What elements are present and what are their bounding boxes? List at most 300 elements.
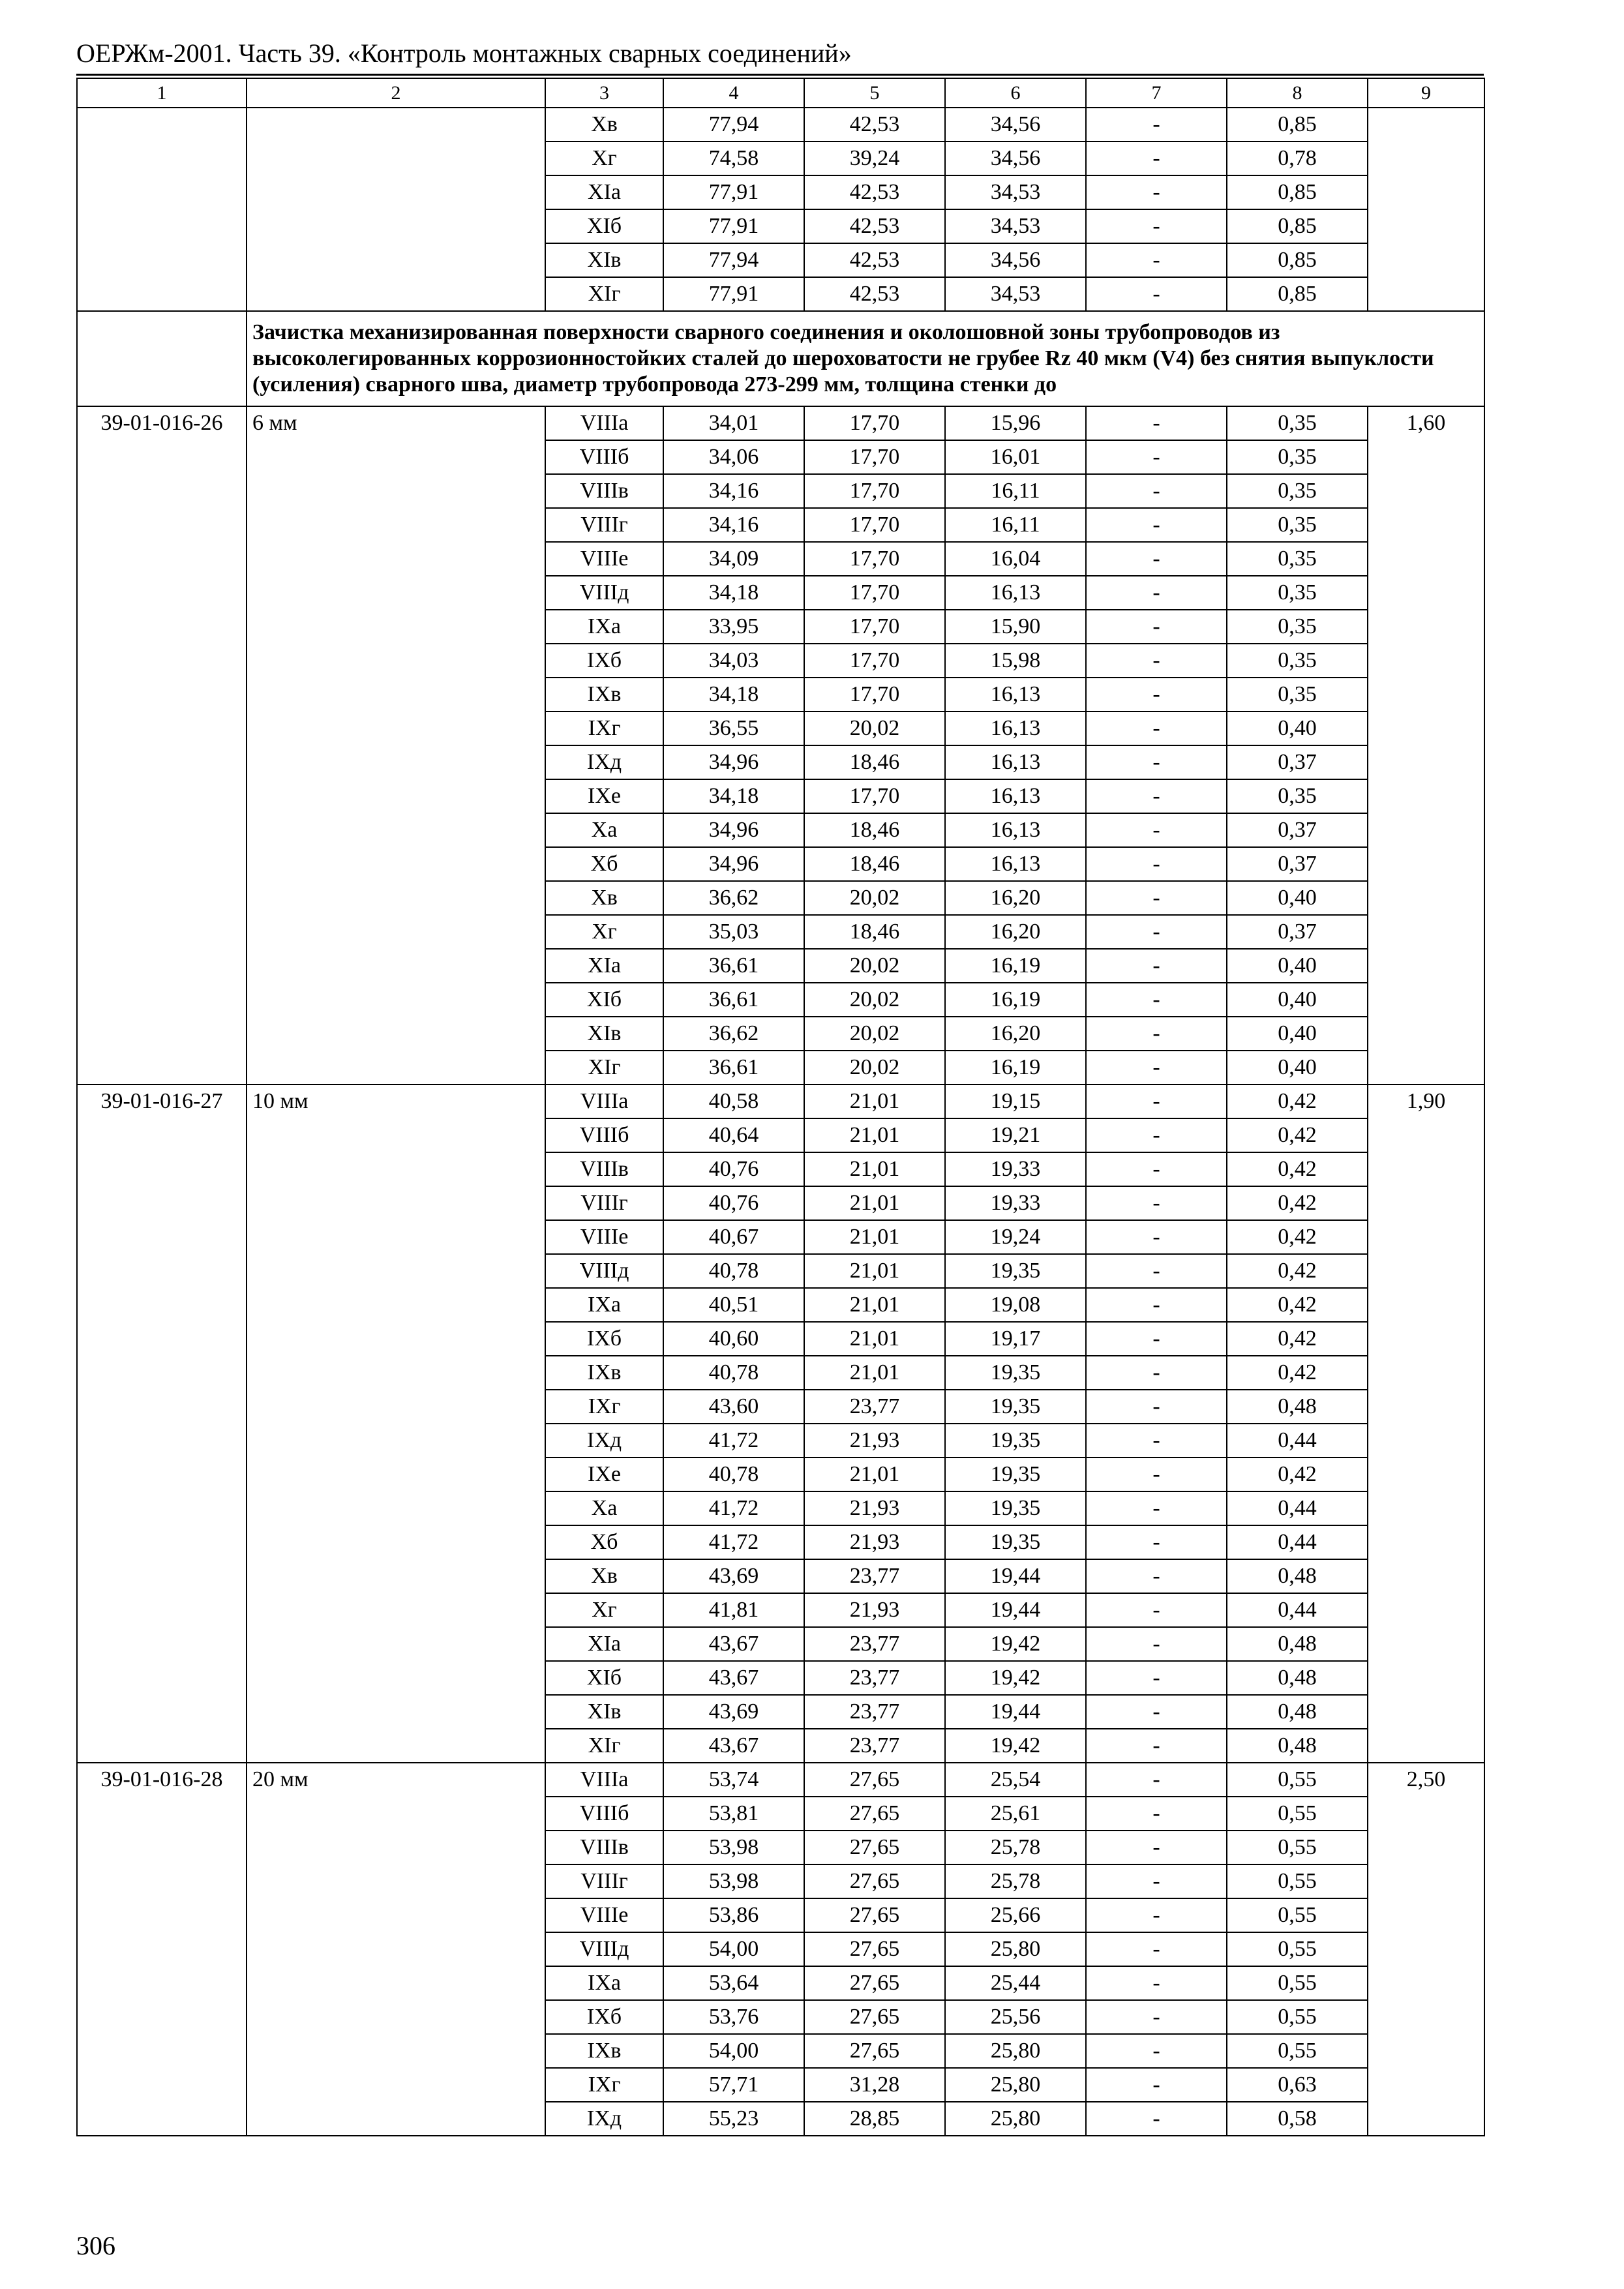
- column-number-9: 9: [1368, 78, 1484, 108]
- cell-col8: 0,55: [1227, 1898, 1368, 1932]
- cell-col5: 17,70: [804, 678, 945, 711]
- cell-col7: -: [1086, 142, 1227, 175]
- cell-col8: 0,55: [1227, 1797, 1368, 1831]
- cell-col5: 18,46: [804, 745, 945, 779]
- cell-col6: 25,54: [945, 1763, 1086, 1797]
- column-number-8: 8: [1227, 78, 1368, 108]
- cell-col5: 27,65: [804, 1932, 945, 1966]
- cell-col8: 0,42: [1227, 1152, 1368, 1186]
- cell-col6: 16,13: [945, 576, 1086, 610]
- cell-col8: 0,35: [1227, 610, 1368, 644]
- cell-col4: 43,60: [663, 1390, 804, 1424]
- section-title: Зачистка механизированная поверхности сварного соединения и околошовной зоны трубопроводов из высоколегированных коррозионностойких сталей до шероховатости не грубее Rz 40 мкм (V4) без снятия выпуклости (усиления) сварного шва, диаметр трубопровода 273-299 мм, толщина стенки до: [247, 311, 1484, 406]
- cell-col6: 16,11: [945, 508, 1086, 542]
- cell-col6: 34,56: [945, 142, 1086, 175]
- cell-col3: VIIIа: [545, 1763, 663, 1797]
- table-body: [77, 78, 1484, 2136]
- cell-col4: 43,67: [663, 1627, 804, 1661]
- cell-col5: 21,01: [804, 1186, 945, 1220]
- cell-col8: 0,42: [1227, 1356, 1368, 1390]
- cell-col8: 0,58: [1227, 2102, 1368, 2136]
- cell-col3: Xв: [545, 1559, 663, 1593]
- cell-col7: -: [1086, 1593, 1227, 1627]
- cell-col6: 16,13: [945, 711, 1086, 745]
- cell-col8: 0,42: [1227, 1458, 1368, 1491]
- cell-col4: 40,76: [663, 1152, 804, 1186]
- cell-col8: 0,48: [1227, 1627, 1368, 1661]
- cell-col7: -: [1086, 1661, 1227, 1695]
- cell-col8: 0,40: [1227, 949, 1368, 983]
- cell-col4: 34,16: [663, 508, 804, 542]
- cell-col6: 16,20: [945, 915, 1086, 949]
- cell-col4: 34,18: [663, 678, 804, 711]
- cell-col3: IXг: [545, 711, 663, 745]
- cell-col6: 25,56: [945, 2000, 1086, 2034]
- cell-col5: 17,70: [804, 576, 945, 610]
- cell-col6: 16,19: [945, 1051, 1086, 1085]
- cell-col7: -: [1086, 1288, 1227, 1322]
- cell-col5: 21,93: [804, 1525, 945, 1559]
- cell-col3: VIIIе: [545, 1220, 663, 1254]
- cell-col6: 19,24: [945, 1220, 1086, 1254]
- cell-col8: 0,35: [1227, 644, 1368, 678]
- cell-col6: 19,35: [945, 1525, 1086, 1559]
- cell-col8: 0,48: [1227, 1729, 1368, 1763]
- cell-col8: 0,42: [1227, 1288, 1368, 1322]
- cell-col5: 21,01: [804, 1322, 945, 1356]
- cell-col4: 34,96: [663, 847, 804, 881]
- column-number-3: 3: [545, 78, 663, 108]
- cell-col7: -: [1086, 847, 1227, 881]
- cell-col6: 16,13: [945, 813, 1086, 847]
- cell-col6: 19,35: [945, 1491, 1086, 1525]
- cell-col3: VIIIв: [545, 1152, 663, 1186]
- cell-col5: 31,28: [804, 2068, 945, 2102]
- cell-col4: 33,95: [663, 610, 804, 644]
- cell-col7: -: [1086, 508, 1227, 542]
- cell-col8: 0,35: [1227, 678, 1368, 711]
- cell-col6: 34,56: [945, 243, 1086, 277]
- cell-col5: 23,77: [804, 1729, 945, 1763]
- column-number-1: 1: [77, 78, 247, 108]
- cell-col7: -: [1086, 1322, 1227, 1356]
- cell-col5: 21,01: [804, 1288, 945, 1322]
- cell-col3: XIв: [545, 1017, 663, 1051]
- cell-col5: 21,01: [804, 1085, 945, 1118]
- cell-col6: 34,53: [945, 277, 1086, 311]
- cell-col4: 40,64: [663, 1118, 804, 1152]
- cell-col7: -: [1086, 1254, 1227, 1288]
- cell-col4: 34,16: [663, 474, 804, 508]
- table-row: [77, 1085, 1484, 1118]
- carryover-code-cell: [77, 108, 247, 311]
- cell-col6: 19,35: [945, 1424, 1086, 1458]
- rates-table: [76, 78, 1485, 2136]
- cell-col5: 20,02: [804, 881, 945, 915]
- cell-col4: 40,67: [663, 1220, 804, 1254]
- cell-col3: IXг: [545, 1390, 663, 1424]
- cell-col7: -: [1086, 1559, 1227, 1593]
- cell-col4: 36,61: [663, 949, 804, 983]
- cell-col4: 34,09: [663, 542, 804, 576]
- cell-col8: 0,85: [1227, 108, 1368, 142]
- cell-col7: -: [1086, 1932, 1227, 1966]
- cell-col6: 25,78: [945, 1831, 1086, 1864]
- cell-col7: -: [1086, 779, 1227, 813]
- cell-col5: 27,65: [804, 1966, 945, 2000]
- cell-col6: 15,96: [945, 406, 1086, 440]
- cell-col4: 55,23: [663, 2102, 804, 2136]
- carryover-col9-cell: [1368, 108, 1484, 311]
- cell-col3: IXе: [545, 779, 663, 813]
- cell-col3: IXв: [545, 678, 663, 711]
- cell-col5: 20,02: [804, 1051, 945, 1085]
- cell-col3: VIIIд: [545, 1932, 663, 1966]
- cell-col8: 0,40: [1227, 881, 1368, 915]
- table-row: [77, 108, 1484, 142]
- cell-col3: IXа: [545, 1288, 663, 1322]
- cell-col6: 19,42: [945, 1661, 1086, 1695]
- cell-col4: 36,55: [663, 711, 804, 745]
- cell-col7: -: [1086, 406, 1227, 440]
- cell-col6: 34,53: [945, 209, 1086, 243]
- cell-col6: 19,44: [945, 1695, 1086, 1729]
- cell-col4: 53,98: [663, 1864, 804, 1898]
- cell-col8: 0,35: [1227, 576, 1368, 610]
- cell-col4: 40,76: [663, 1186, 804, 1220]
- cell-col6: 16,19: [945, 983, 1086, 1017]
- cell-col4: 36,61: [663, 1051, 804, 1085]
- cell-col6: 19,15: [945, 1085, 1086, 1118]
- cell-col7: -: [1086, 1458, 1227, 1491]
- cell-col5: 20,02: [804, 711, 945, 745]
- cell-col7: -: [1086, 474, 1227, 508]
- cell-col7: -: [1086, 813, 1227, 847]
- column-number-4: 4: [663, 78, 804, 108]
- page-number: 306: [76, 2231, 115, 2260]
- cell-col7: -: [1086, 1118, 1227, 1152]
- cell-col3: XIв: [545, 1695, 663, 1729]
- cell-col4: 34,96: [663, 813, 804, 847]
- cell-col8: 0,48: [1227, 1661, 1368, 1695]
- cell-col3: VIIIв: [545, 1831, 663, 1864]
- rate-code: 39-01-016-28: [77, 1763, 247, 2136]
- cell-col6: 25,80: [945, 2102, 1086, 2136]
- cell-col5: 42,53: [804, 277, 945, 311]
- cell-col5: 21,93: [804, 1593, 945, 1627]
- cell-col4: 40,78: [663, 1254, 804, 1288]
- cell-col8: 0,35: [1227, 474, 1368, 508]
- cell-col5: 21,01: [804, 1356, 945, 1390]
- cell-col4: 53,64: [663, 1966, 804, 2000]
- cell-col6: 19,35: [945, 1254, 1086, 1288]
- cell-col6: 19,35: [945, 1356, 1086, 1390]
- cell-col8: 0,55: [1227, 2034, 1368, 2068]
- cell-col4: 36,62: [663, 881, 804, 915]
- section-title-spacer: [77, 311, 247, 406]
- cell-col5: 27,65: [804, 1797, 945, 1831]
- cell-col3: VIIIд: [545, 576, 663, 610]
- cell-col3: IXа: [545, 610, 663, 644]
- cell-col5: 23,77: [804, 1390, 945, 1424]
- cell-col5: 17,70: [804, 474, 945, 508]
- rate-col9-value: 2,50: [1368, 1763, 1484, 2136]
- cell-col6: 16,01: [945, 440, 1086, 474]
- cell-col3: XIа: [545, 949, 663, 983]
- cell-col4: 40,78: [663, 1356, 804, 1390]
- cell-col4: 41,72: [663, 1491, 804, 1525]
- cell-col7: -: [1086, 1220, 1227, 1254]
- cell-col7: -: [1086, 2034, 1227, 2068]
- cell-col5: 42,53: [804, 175, 945, 209]
- cell-col7: -: [1086, 1424, 1227, 1458]
- cell-col7: -: [1086, 881, 1227, 915]
- cell-col3: IXб: [545, 644, 663, 678]
- cell-col3: VIIIг: [545, 508, 663, 542]
- cell-col7: -: [1086, 1017, 1227, 1051]
- cell-col5: 20,02: [804, 983, 945, 1017]
- cell-col8: 0,37: [1227, 915, 1368, 949]
- cell-col5: 17,70: [804, 440, 945, 474]
- cell-col3: Xг: [545, 915, 663, 949]
- cell-col8: 0,42: [1227, 1254, 1368, 1288]
- cell-col8: 0,35: [1227, 779, 1368, 813]
- cell-col3: XIг: [545, 1729, 663, 1763]
- cell-col3: XIб: [545, 209, 663, 243]
- cell-col7: -: [1086, 175, 1227, 209]
- cell-col5: 21,93: [804, 1424, 945, 1458]
- page-header-title: ОЕРЖм-2001. Часть 39. «Контроль монтажных сварных соединений»: [76, 38, 852, 68]
- cell-col3: VIIIг: [545, 1864, 663, 1898]
- cell-col3: Xв: [545, 108, 663, 142]
- cell-col7: -: [1086, 1831, 1227, 1864]
- cell-col3: IXе: [545, 1458, 663, 1491]
- cell-col5: 17,70: [804, 779, 945, 813]
- rate-col9-value: 1,60: [1368, 406, 1484, 1085]
- cell-col7: -: [1086, 1763, 1227, 1797]
- cell-col3: Xг: [545, 142, 663, 175]
- cell-col3: Xб: [545, 847, 663, 881]
- cell-col6: 19,33: [945, 1152, 1086, 1186]
- cell-col4: 43,67: [663, 1661, 804, 1695]
- cell-col5: 17,70: [804, 406, 945, 440]
- cell-col4: 53,98: [663, 1831, 804, 1864]
- cell-col5: 27,65: [804, 1864, 945, 1898]
- cell-col3: VIIIв: [545, 474, 663, 508]
- cell-col4: 41,72: [663, 1424, 804, 1458]
- cell-col4: 34,03: [663, 644, 804, 678]
- cell-col8: 0,55: [1227, 1864, 1368, 1898]
- cell-col8: 0,44: [1227, 1593, 1368, 1627]
- cell-col6: 16,20: [945, 881, 1086, 915]
- column-number-5: 5: [804, 78, 945, 108]
- cell-col3: IXг: [545, 2068, 663, 2102]
- cell-col8: 0,35: [1227, 508, 1368, 542]
- cell-col8: 0,37: [1227, 813, 1368, 847]
- cell-col4: 34,18: [663, 576, 804, 610]
- cell-col5: 21,93: [804, 1491, 945, 1525]
- cell-col5: 23,77: [804, 1559, 945, 1593]
- cell-col8: 0,85: [1227, 277, 1368, 311]
- cell-col6: 16,13: [945, 745, 1086, 779]
- cell-col8: 0,42: [1227, 1085, 1368, 1118]
- cell-col7: -: [1086, 983, 1227, 1017]
- cell-col5: 27,65: [804, 1898, 945, 1932]
- cell-col6: 15,90: [945, 610, 1086, 644]
- column-number-7: 7: [1086, 78, 1227, 108]
- cell-col5: 28,85: [804, 2102, 945, 2136]
- cell-col6: 19,08: [945, 1288, 1086, 1322]
- cell-col3: IXв: [545, 1356, 663, 1390]
- cell-col3: Xб: [545, 1525, 663, 1559]
- cell-col6: 25,78: [945, 1864, 1086, 1898]
- cell-col5: 27,65: [804, 1763, 945, 1797]
- cell-col7: -: [1086, 1898, 1227, 1932]
- cell-col5: 18,46: [804, 813, 945, 847]
- cell-col6: 16,19: [945, 949, 1086, 983]
- cell-col8: 0,42: [1227, 1322, 1368, 1356]
- cell-col6: 25,80: [945, 2034, 1086, 2068]
- cell-col3: Xа: [545, 813, 663, 847]
- cell-col4: 35,03: [663, 915, 804, 949]
- cell-col7: -: [1086, 2000, 1227, 2034]
- cell-col4: 40,58: [663, 1085, 804, 1118]
- cell-col4: 34,06: [663, 440, 804, 474]
- cell-col7: -: [1086, 2068, 1227, 2102]
- cell-col4: 77,94: [663, 108, 804, 142]
- cell-col4: 57,71: [663, 2068, 804, 2102]
- cell-col3: XIб: [545, 983, 663, 1017]
- cell-col8: 0,40: [1227, 711, 1368, 745]
- cell-col7: -: [1086, 1729, 1227, 1763]
- cell-col8: 0,42: [1227, 1118, 1368, 1152]
- cell-col8: 0,44: [1227, 1491, 1368, 1525]
- cell-col4: 53,86: [663, 1898, 804, 1932]
- cell-col7: -: [1086, 440, 1227, 474]
- cell-col8: 0,48: [1227, 1390, 1368, 1424]
- cell-col8: 0,40: [1227, 1051, 1368, 1085]
- cell-col7: -: [1086, 915, 1227, 949]
- cell-col8: 0,42: [1227, 1186, 1368, 1220]
- cell-col6: 25,61: [945, 1797, 1086, 1831]
- cell-col6: 16,13: [945, 847, 1086, 881]
- cell-col4: 54,00: [663, 1932, 804, 1966]
- column-number-6: 6: [945, 78, 1086, 108]
- cell-col4: 74,58: [663, 142, 804, 175]
- rate-description: 10 мм: [247, 1085, 545, 1763]
- cell-col6: 16,20: [945, 1017, 1086, 1051]
- cell-col3: XIа: [545, 1627, 663, 1661]
- cell-col3: IXд: [545, 2102, 663, 2136]
- cell-col3: Xг: [545, 1593, 663, 1627]
- cell-col7: -: [1086, 1797, 1227, 1831]
- cell-col3: Xа: [545, 1491, 663, 1525]
- cell-col8: 0,55: [1227, 1966, 1368, 2000]
- cell-col5: 42,53: [804, 209, 945, 243]
- cell-col7: -: [1086, 243, 1227, 277]
- cell-col7: -: [1086, 1864, 1227, 1898]
- cell-col5: 23,77: [804, 1695, 945, 1729]
- cell-col5: 23,77: [804, 1661, 945, 1695]
- cell-col4: 36,62: [663, 1017, 804, 1051]
- cell-col8: 0,85: [1227, 243, 1368, 277]
- cell-col8: 0,37: [1227, 847, 1368, 881]
- cell-col3: VIIIа: [545, 1085, 663, 1118]
- cell-col7: -: [1086, 1525, 1227, 1559]
- cell-col7: -: [1086, 1186, 1227, 1220]
- cell-col4: 54,00: [663, 2034, 804, 2068]
- cell-col8: 0,63: [1227, 2068, 1368, 2102]
- cell-col4: 34,01: [663, 406, 804, 440]
- cell-col8: 0,35: [1227, 542, 1368, 576]
- cell-col5: 27,65: [804, 1831, 945, 1864]
- cell-col5: 21,01: [804, 1152, 945, 1186]
- cell-col6: 19,42: [945, 1627, 1086, 1661]
- cell-col3: IXв: [545, 2034, 663, 2068]
- cell-col7: -: [1086, 1627, 1227, 1661]
- cell-col6: 15,98: [945, 644, 1086, 678]
- cell-col5: 21,01: [804, 1118, 945, 1152]
- cell-col6: 19,44: [945, 1593, 1086, 1627]
- column-number-2: 2: [247, 78, 545, 108]
- cell-col8: 0,55: [1227, 1831, 1368, 1864]
- cell-col3: VIIIб: [545, 1797, 663, 1831]
- cell-col7: -: [1086, 209, 1227, 243]
- rate-description: 20 мм: [247, 1763, 545, 2136]
- cell-col7: -: [1086, 1390, 1227, 1424]
- cell-col6: 19,35: [945, 1390, 1086, 1424]
- cell-col7: -: [1086, 610, 1227, 644]
- cell-col3: XIб: [545, 1661, 663, 1695]
- column-number-row: [77, 78, 1484, 108]
- cell-col8: 0,42: [1227, 1220, 1368, 1254]
- cell-col3: XIв: [545, 243, 663, 277]
- cell-col7: -: [1086, 745, 1227, 779]
- cell-col6: 19,21: [945, 1118, 1086, 1152]
- cell-col6: 34,53: [945, 175, 1086, 209]
- rate-col9-value: 1,90: [1368, 1085, 1484, 1763]
- section-title-row: [77, 311, 1484, 406]
- cell-col8: 0,55: [1227, 2000, 1368, 2034]
- cell-col8: 0,35: [1227, 440, 1368, 474]
- cell-col7: -: [1086, 2102, 1227, 2136]
- cell-col4: 41,81: [663, 1593, 804, 1627]
- cell-col8: 0,40: [1227, 983, 1368, 1017]
- header-rule: [76, 74, 1484, 76]
- cell-col4: 40,51: [663, 1288, 804, 1322]
- cell-col6: 19,33: [945, 1186, 1086, 1220]
- cell-col8: 0,55: [1227, 1932, 1368, 1966]
- cell-col8: 0,85: [1227, 209, 1368, 243]
- cell-col8: 0,48: [1227, 1695, 1368, 1729]
- cell-col6: 16,04: [945, 542, 1086, 576]
- cell-col7: -: [1086, 678, 1227, 711]
- cell-col5: 21,01: [804, 1458, 945, 1491]
- cell-col3: IXб: [545, 1322, 663, 1356]
- cell-col7: -: [1086, 542, 1227, 576]
- cell-col7: -: [1086, 644, 1227, 678]
- cell-col7: -: [1086, 711, 1227, 745]
- cell-col4: 43,67: [663, 1729, 804, 1763]
- cell-col4: 77,91: [663, 175, 804, 209]
- cell-col4: 77,91: [663, 277, 804, 311]
- cell-col4: 53,76: [663, 2000, 804, 2034]
- rate-code: 39-01-016-27: [77, 1085, 247, 1763]
- cell-col7: -: [1086, 108, 1227, 142]
- cell-col3: XIг: [545, 1051, 663, 1085]
- cell-col6: 25,80: [945, 1932, 1086, 1966]
- cell-col3: IXд: [545, 745, 663, 779]
